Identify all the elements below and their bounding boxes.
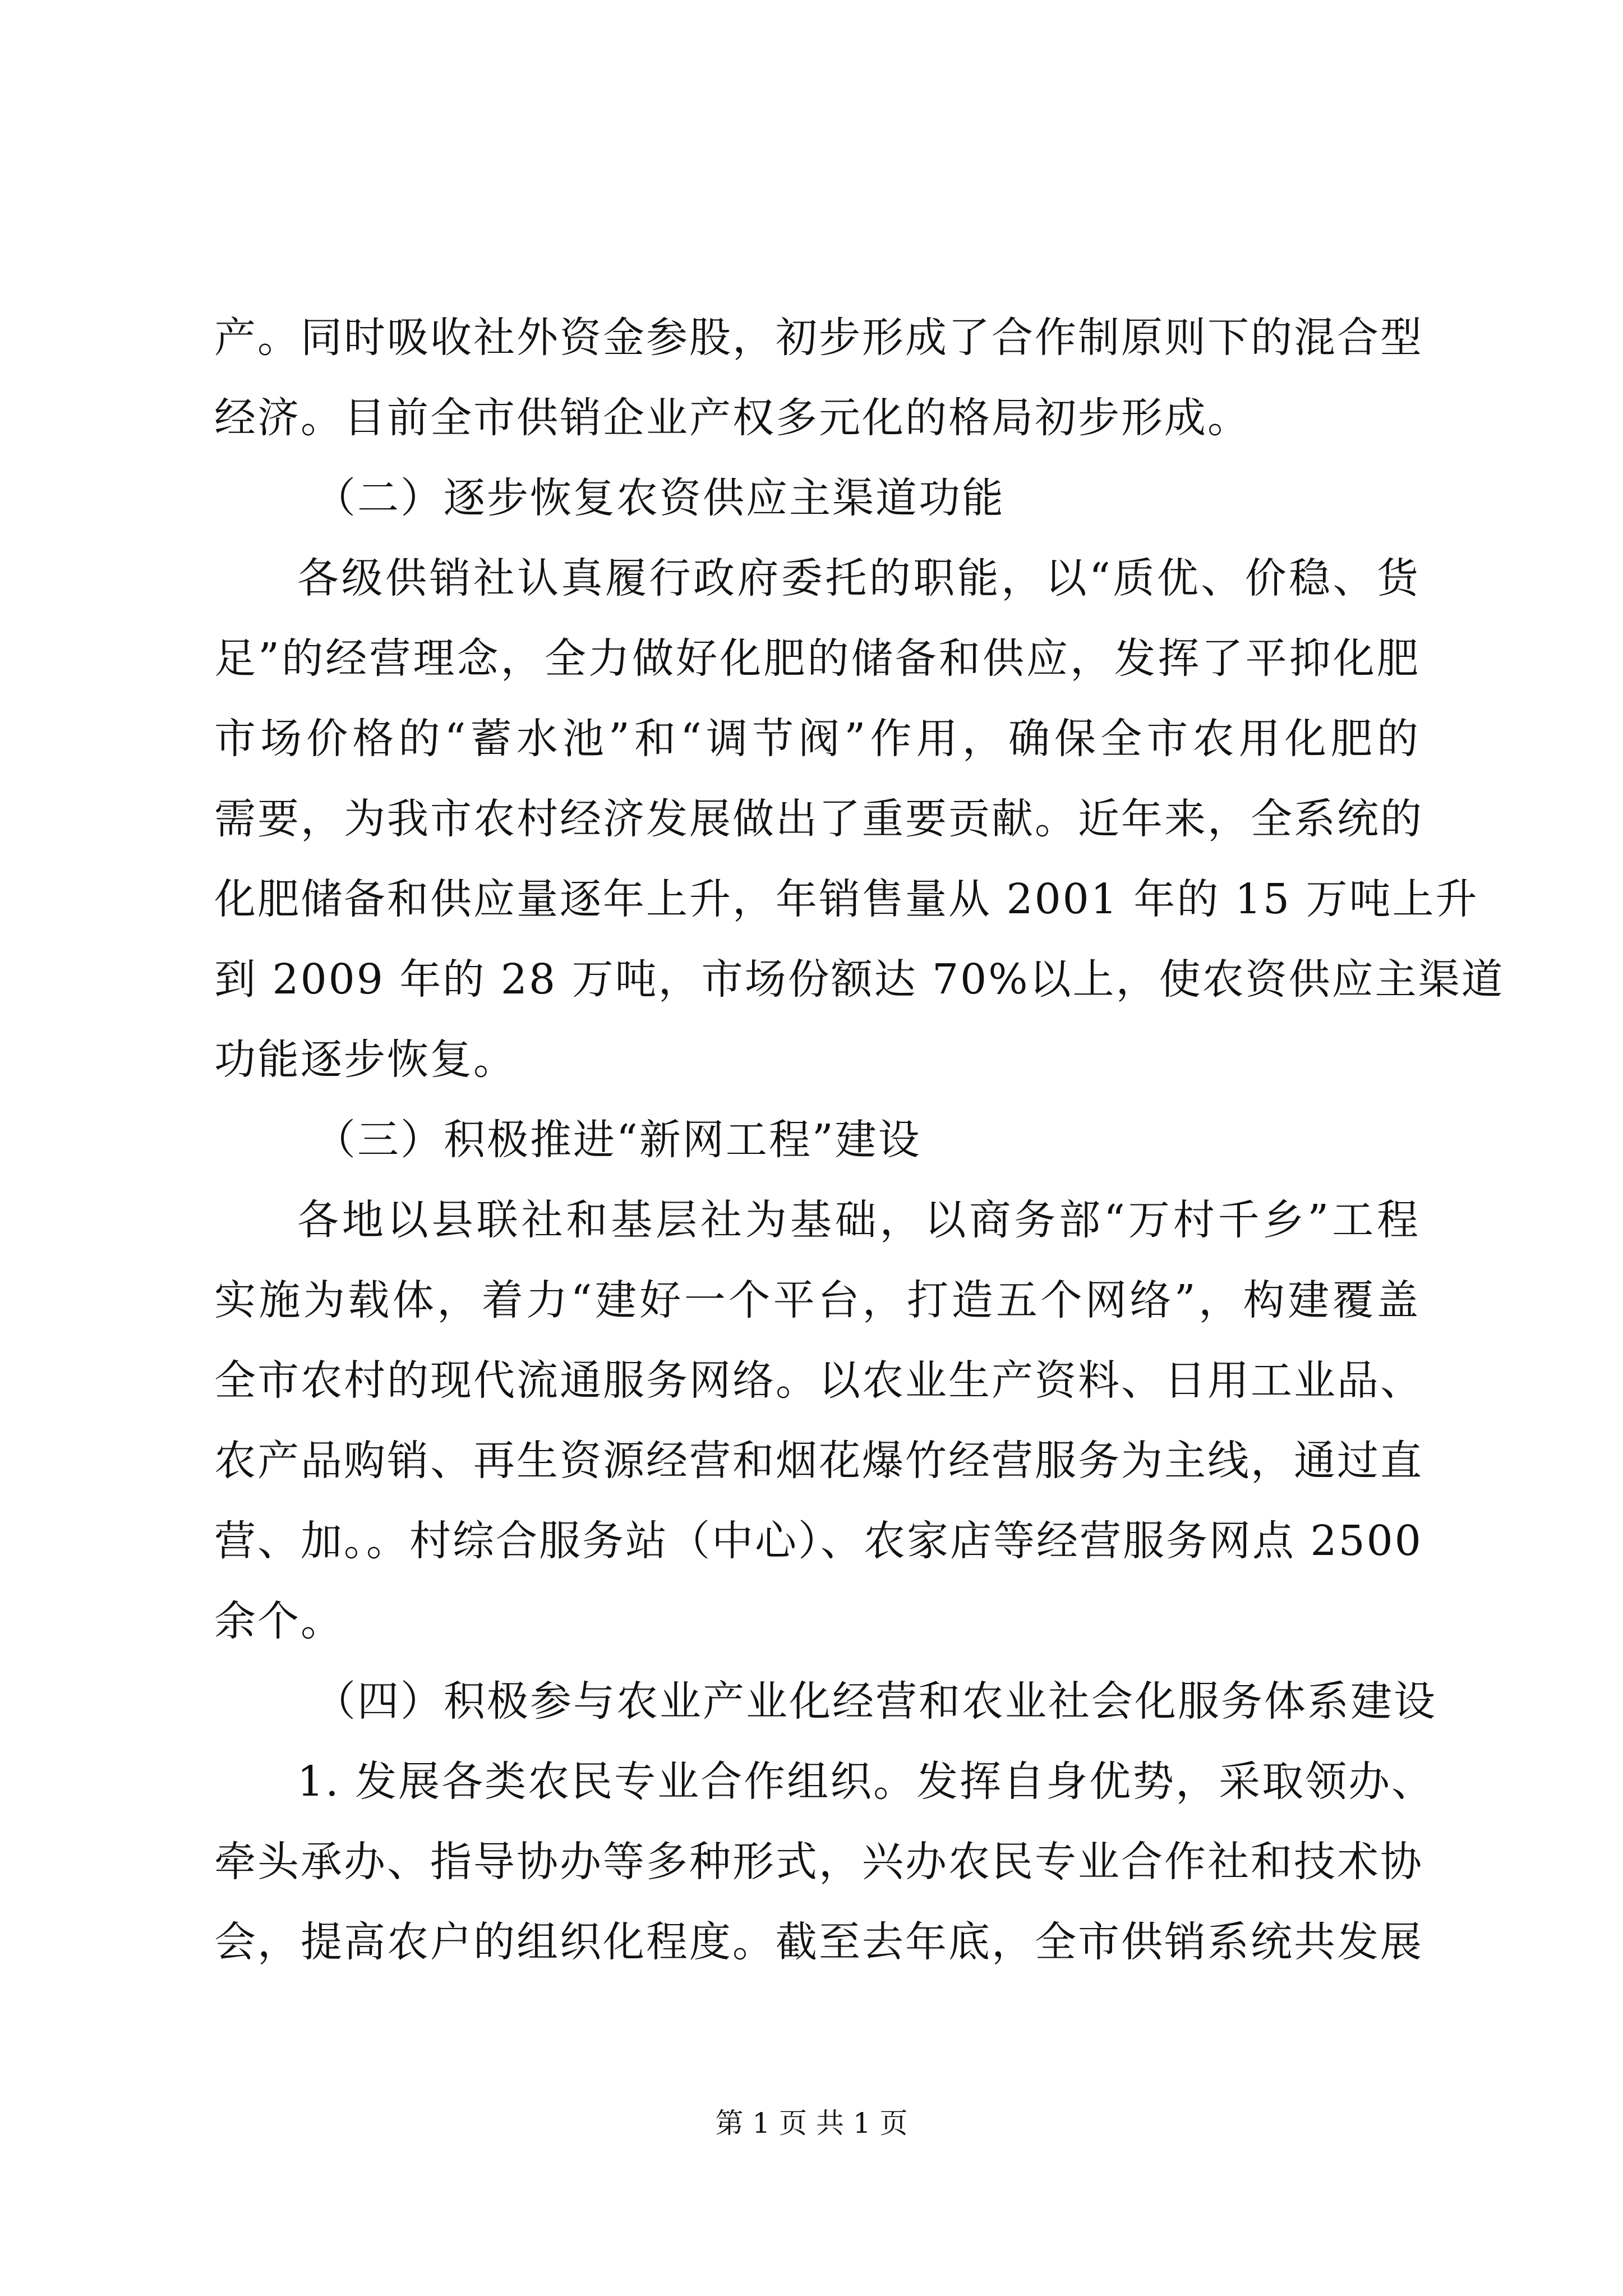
text-line-19: 1. 发展各类农民专业合作组织。发挥自身优势，采取领办、 xyxy=(297,1757,1435,1806)
text-line-5: 足”的经营理念，全力做好化肥的储备和供应，发挥了平抑化肥 xyxy=(214,634,1420,683)
section-heading-4: （四）积极参与农业产业化经营和农业社会化服务体系建设 xyxy=(314,1677,1437,1726)
text-line-1: 产。同时吸收社外资金参股，初步形成了合作制原则下的混合型 xyxy=(214,314,1423,362)
text-line-17: 余个。 xyxy=(214,1597,344,1645)
section-heading-2: （二）逐步恢复农资供应主渠道功能 xyxy=(314,474,1005,522)
page-number-footer: 第 1 页 共 1 页 xyxy=(715,2107,908,2139)
text-line-10: 功能逐步恢复。 xyxy=(214,1036,517,1084)
text-line-7: 需要，为我市农村经济发展做出了重要贡献。近年来，全系统的 xyxy=(214,795,1423,843)
text-line-14: 全市农村的现代流通服务网络。以农业生产资料、日用工业品、 xyxy=(214,1356,1423,1405)
section-heading-3: （三）积极推进“新网工程”建设 xyxy=(314,1116,921,1164)
text-line-8: 化肥储备和供应量逐年上升，年销售量从 2001 年的 15 万吨上升 xyxy=(214,875,1479,923)
text-line-9: 到 2009 年的 28 万吨，市场份额达 70%以上，使农资供应主渠道 xyxy=(214,955,1505,1004)
text-line-21: 会，提高农户的组织化程度。截至去年底，全市供销系统共发展 xyxy=(214,1918,1423,1966)
text-line-2: 经济。目前全市供销企业产权多元化的格局初步形成。 xyxy=(214,394,1251,442)
text-line-6: 市场价格的“蓄水池”和“调节阀”作用，确保全市农用化肥的 xyxy=(214,715,1420,763)
text-line-16: 营、加。。村综合服务站（中心）、农家店等经营服务网点 2500 xyxy=(214,1517,1423,1565)
text-line-4: 各级供销社认真履行政府委托的职能，以“质优、价稳、货 xyxy=(297,554,1420,602)
text-line-13: 实施为载体，着力“建好一个平台，打造五个网络”，构建覆盖 xyxy=(214,1276,1420,1324)
text-line-15: 农产品购销、再生资源经营和烟花爆竹经营服务为主线，通过直 xyxy=(214,1437,1423,1485)
text-line-20: 牵头承办、指导协办等多种形式，兴办农民专业合作社和技术协 xyxy=(214,1838,1423,1886)
text-line-12: 各地以县联社和基层社为基础，以商务部“万村千乡”工程 xyxy=(297,1196,1420,1244)
